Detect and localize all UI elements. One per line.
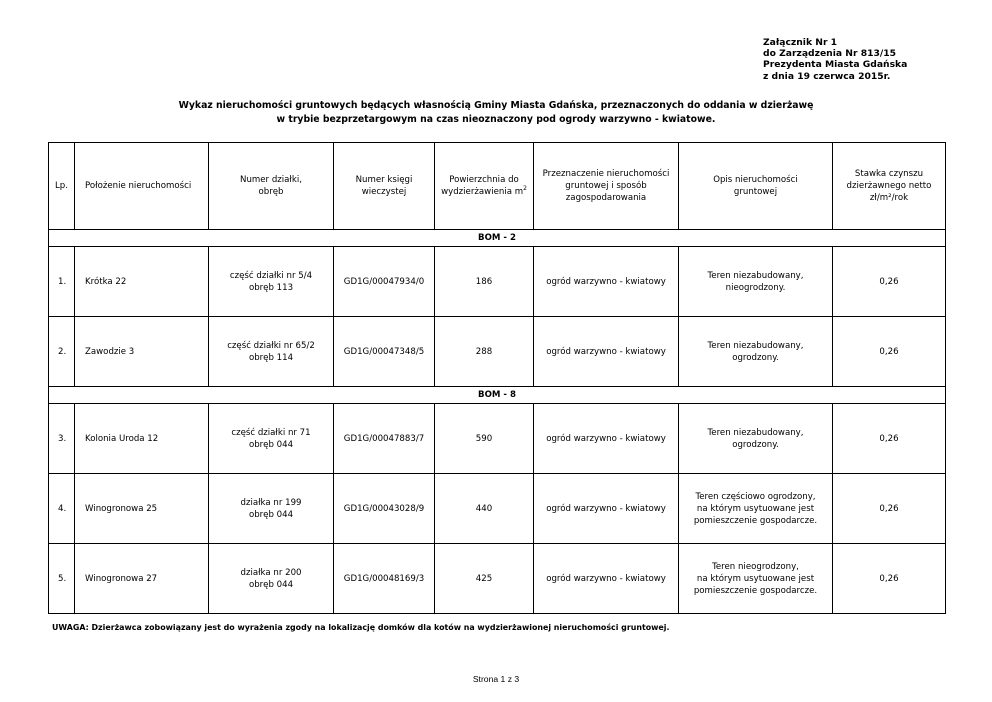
cell-description: Teren niezabudowany, ogrodzony.	[679, 317, 833, 387]
note-text: UWAGA: Dzierżawca zobowiązany jest do wyrażenia zgody na lokalizację domków dla kotów na wydzierżawionej nieruchomości gruntowej.	[52, 623, 670, 632]
cell-plot: część działki nr 5/4 obręb 113	[209, 247, 334, 317]
page-number: Strona 1 z 3	[472, 674, 520, 684]
header-location: Położenie nieruchomości	[75, 143, 209, 230]
cell-description: Teren częściowo ogrodzony, na którym usytuowane jest pomieszczenie gospodarcze.	[679, 474, 833, 544]
table-row	[49, 317, 946, 387]
cell-land-register: GD1G/00047348/5	[334, 317, 435, 387]
table-row	[49, 544, 946, 614]
cell-lp: 4.	[49, 474, 75, 544]
cell-location: Kolonia Uroda 12	[75, 404, 209, 474]
cell-plot: część działki nr 71 obręb 044	[209, 404, 334, 474]
section-label: BOM - 2	[49, 230, 946, 247]
header-area: Powierzchnia do wydzierżawienia $m^2$	[435, 143, 534, 230]
header-land-register: Numer księgi wieczystej	[334, 143, 435, 230]
header-purpose: Przeznaczenie nieruchomości gruntowej i sposób zagospodarowania	[534, 143, 679, 230]
section-label: BOM - 8	[49, 387, 946, 404]
cell-purpose: ogród warzywno - kwiatowy	[534, 474, 679, 544]
cell-area: 440	[435, 474, 534, 544]
cell-location: Winogronowa 25	[75, 474, 209, 544]
cell-purpose: ogród warzywno - kwiatowy	[534, 404, 679, 474]
section-row	[49, 387, 946, 404]
cell-rate: 0,26	[833, 317, 946, 387]
cell-land-register: GD1G/00043028/9	[334, 474, 435, 544]
cell-lp: 5.	[49, 544, 75, 614]
cell-purpose: ogród warzywno - kwiatowy	[534, 544, 679, 614]
table-header-row	[49, 143, 946, 230]
cell-area: 425	[435, 544, 534, 614]
cell-area: 590	[435, 404, 534, 474]
cell-area: 288	[435, 317, 534, 387]
attachment-line: Załącznik Nr 1	[763, 37, 838, 48]
header-plot: Numer działki, obręb	[209, 143, 334, 230]
cell-lp: 3.	[49, 404, 75, 474]
cell-land-register: GD1G/00048169/3	[334, 544, 435, 614]
attachment-header	[763, 37, 907, 82]
table-row	[49, 404, 946, 474]
cell-lp: 2.	[49, 317, 75, 387]
cell-rate: 0,26	[833, 544, 946, 614]
header-lp: Lp.	[49, 143, 75, 230]
cell-rate: 0,26	[833, 474, 946, 544]
cell-description: Teren niezabudowany, ogrodzony.	[679, 404, 833, 474]
attachment-line: z dnia 19 czerwca 2015r.	[763, 70, 891, 82]
attachment-line: Prezydenta Miasta Gdańska	[763, 59, 908, 71]
cell-purpose: ogród warzywno - kwiatowy	[534, 317, 679, 387]
cell-land-register: GD1G/00047934/0	[334, 247, 435, 317]
cell-rate: 0,26	[833, 404, 946, 474]
header-description: Opis nieruchomości gruntowej	[679, 143, 833, 230]
cell-plot: działka nr 200 obręb 044	[209, 544, 334, 614]
cell-rate: 0,26	[833, 247, 946, 317]
cell-plot: część działki nr 65/2 obręb 114	[209, 317, 334, 387]
title-line-1: Wykaz nieruchomości gruntowych będących własnością Gminy Miasta Gdańska, przeznaczonych do oddania w dzierżawę	[178, 100, 814, 111]
property-table	[48, 142, 946, 614]
cell-purpose: ogród warzywno - kwiatowy	[534, 247, 679, 317]
table-row	[49, 247, 946, 317]
cell-location: Krótka 22	[75, 247, 209, 317]
header-rate: Stawka czynszu dzierżawnego netto zł/m²/rok	[833, 143, 946, 230]
section-row	[49, 230, 946, 247]
cell-lp: 1.	[49, 247, 75, 317]
cell-description: Teren niezabudowany, nieogrodzony.	[679, 247, 833, 317]
cell-plot: działka nr 199 obręb 044	[209, 474, 334, 544]
cell-area: 186	[435, 247, 534, 317]
cell-location: Winogronowa 27	[75, 544, 209, 614]
table-row	[49, 474, 946, 544]
cell-land-register: GD1G/00047883/7	[334, 404, 435, 474]
title-line-2: w trybie bezprzetargowym na czas nieoznaczony pod ogrody warzywno - kwiatowe.	[276, 113, 716, 125]
cell-location: Zawodzie 3	[75, 317, 209, 387]
attachment-line: do Zarządzenia Nr 813/15	[763, 48, 897, 60]
cell-description: Teren nieogrodzony, na którym usytuowane jest pomieszczenie gospodarcze.	[679, 544, 833, 614]
document-title	[0, 99, 992, 126]
